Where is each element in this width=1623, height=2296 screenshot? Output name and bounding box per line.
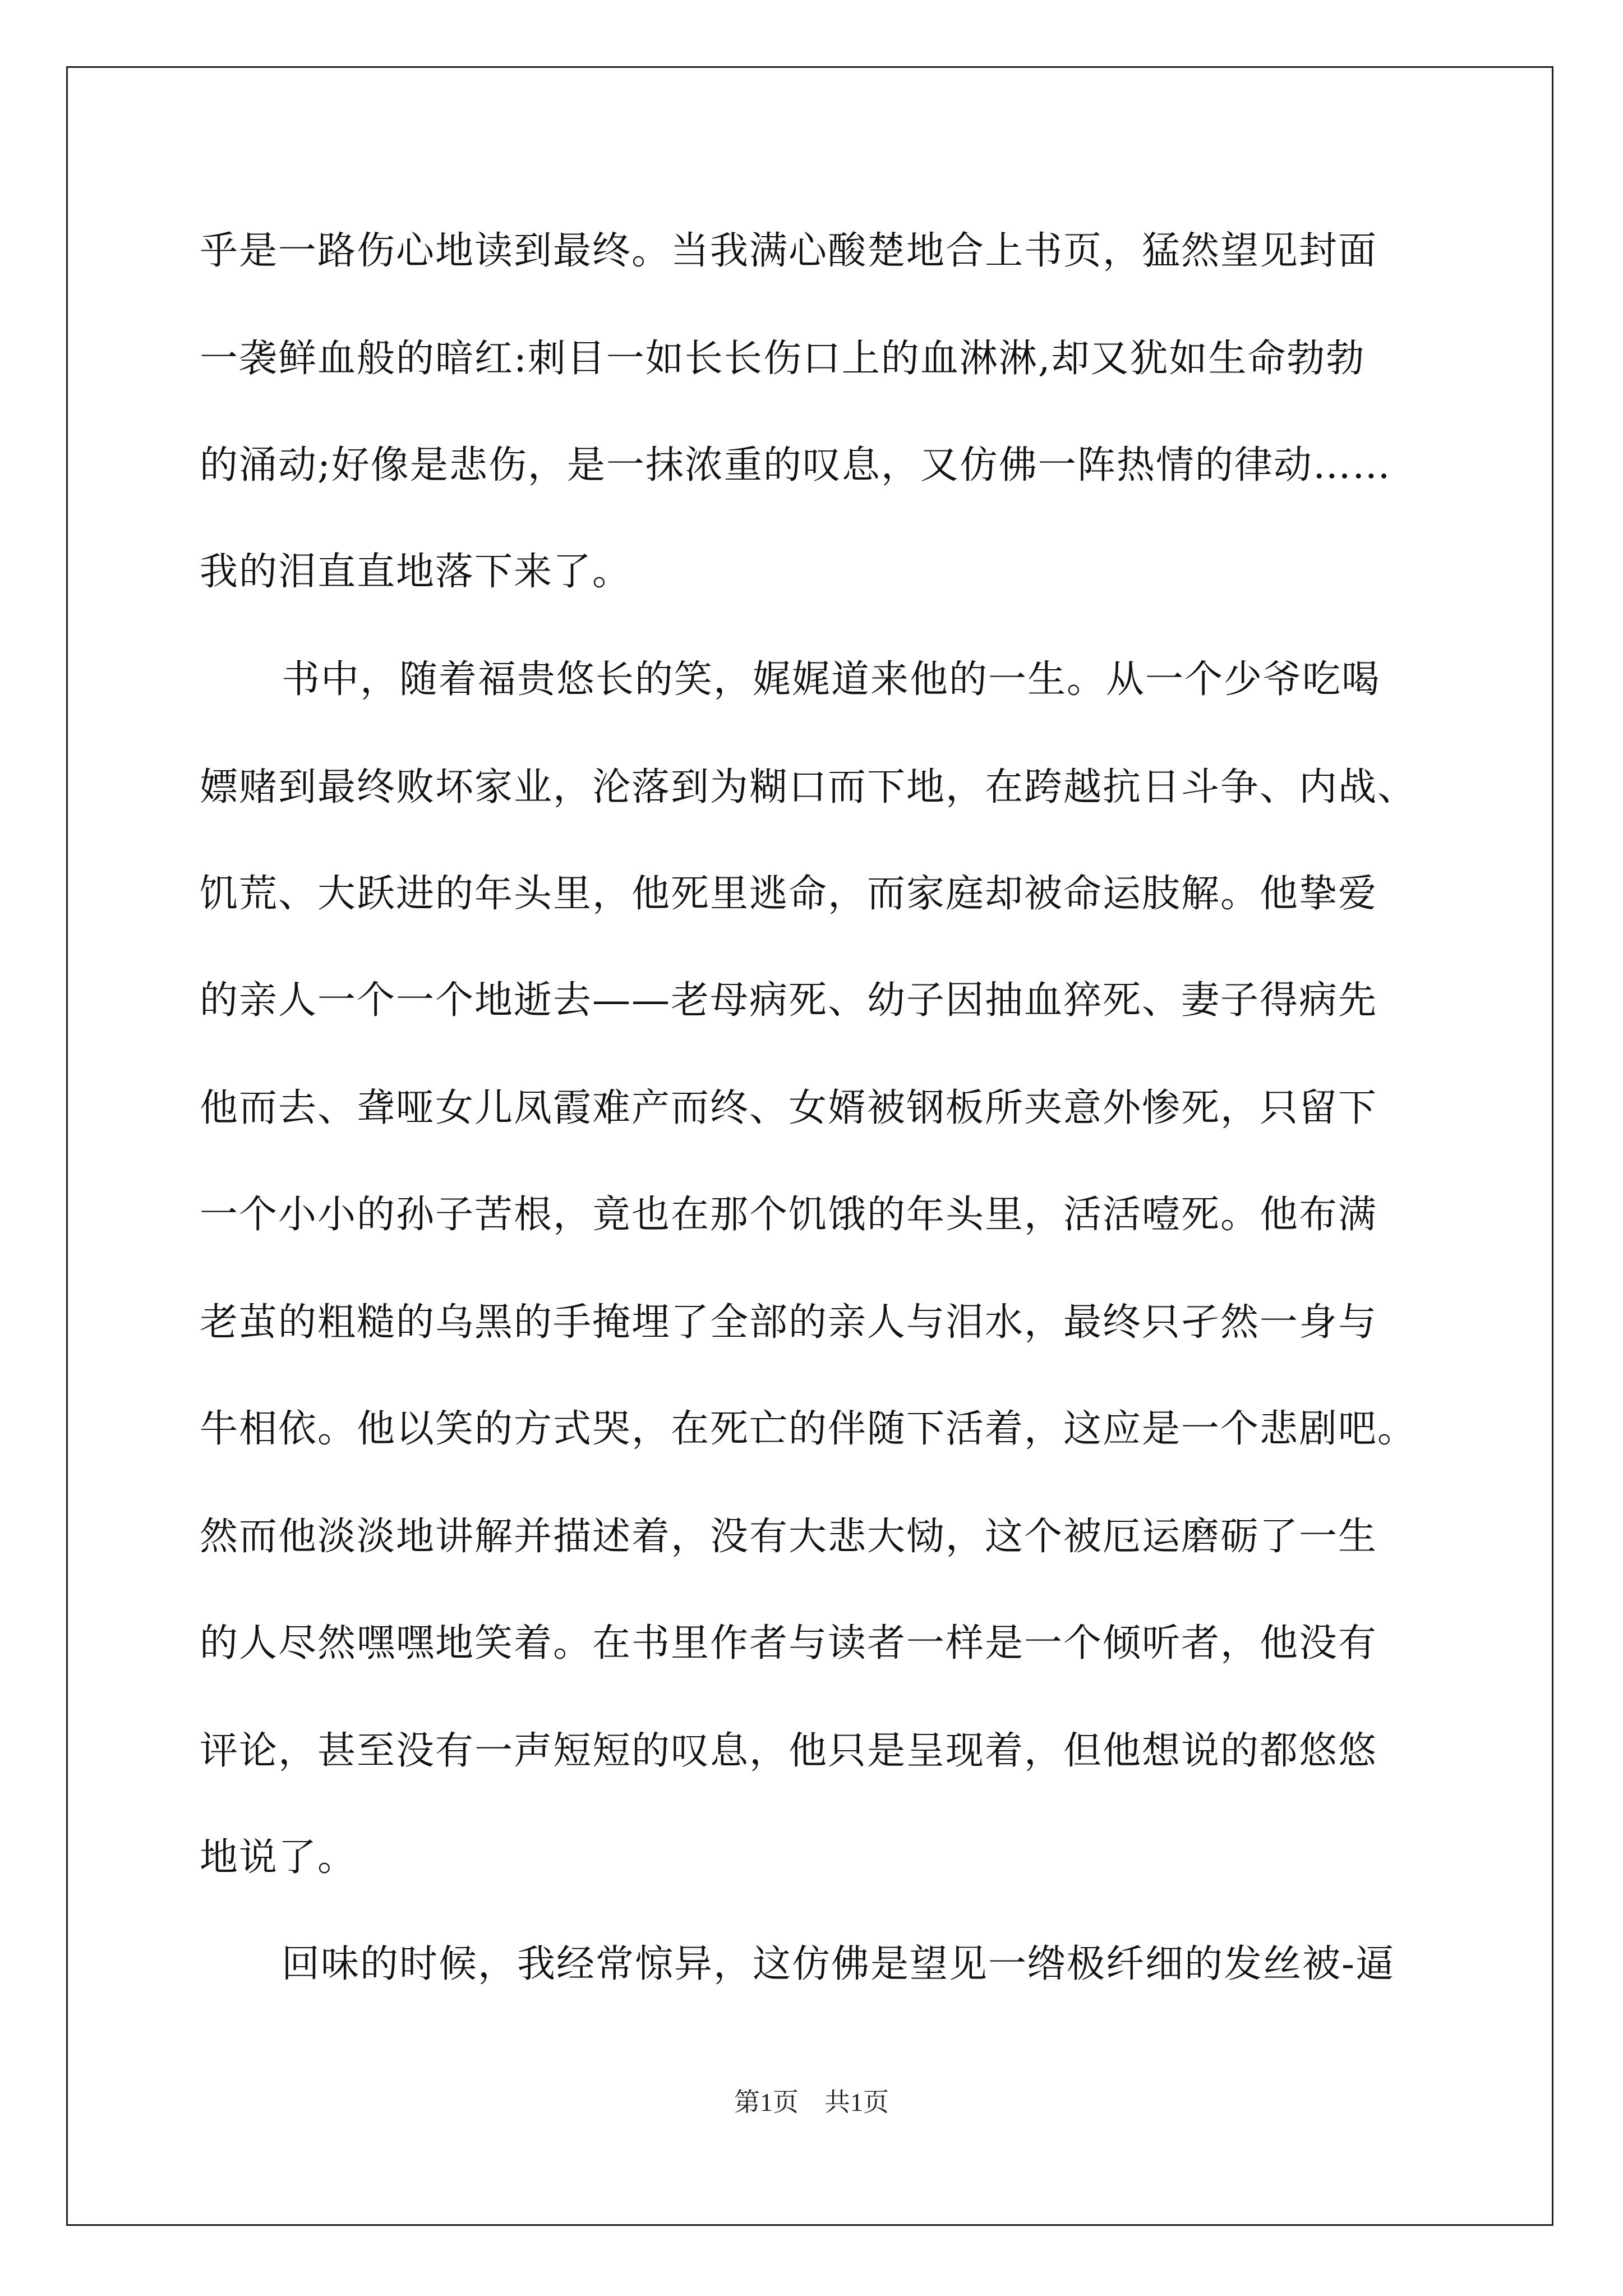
text-line-16: 地说了。 xyxy=(200,1835,357,1880)
text-line-17: 回味的时候，我经常惊异，这仿佛是望见一绺极纤细的发丝被-逼 xyxy=(282,1942,1395,1986)
text-line-5: 书中，随着福贵悠长的笑，娓娓道来他的一生。从一个少爷吃喝 xyxy=(282,657,1381,702)
text-line-11: 老茧的粗糙的乌黑的手掩埋了全部的亲人与泪水，最终只孑然一身与 xyxy=(200,1300,1378,1345)
text-line-14: 的人尽然嘿嘿地笑着。在书里作者与读者一样是一个倾听者，他没有 xyxy=(200,1621,1378,1665)
text-line-6: 嫖赌到最终败坏家业，沦落到为糊口而下地，在跨越抗日斗争、内战、 xyxy=(200,765,1417,809)
text-line-13: 然而他淡淡地讲解并描述着，没有大悲大恸，这个被厄运磨砺了一生 xyxy=(200,1515,1378,1559)
page-border xyxy=(66,66,1553,2226)
text-line-8: 的亲人一个一个地逝去——老母病死、幼子因抽血猝死、妻子得病先 xyxy=(200,978,1378,1023)
text-line-12: 牛相依。他以笑的方式哭，在死亡的伴随下活着，这应是一个悲剧吧。 xyxy=(200,1407,1417,1451)
text-line-1: 乎是一路伤心地读到最终。当我满心酸楚地合上书页，猛然望见封面 xyxy=(200,229,1378,273)
text-line-4: 我的泪直直地落下来了。 xyxy=(200,550,632,594)
page-footer: 第1页 共1页 xyxy=(734,2088,889,2116)
text-line-15: 评论，甚至没有一声短短的叹息，他只是呈现着，但他想说的都悠悠 xyxy=(200,1729,1378,1773)
text-line-10: 一个小小的孙子苦根，竟也在那个饥饿的年头里，活活噎死。他布满 xyxy=(200,1193,1378,1237)
text-line-9: 他而去、聋哑女儿凤霞难产而终、女婿被钢板所夹意外惨死，只留下 xyxy=(200,1086,1378,1130)
text-line-2: 一袭鲜血般的暗红:刺目一如长长伤口上的血淋淋,却又犹如生命勃勃 xyxy=(200,337,1366,381)
text-line-7: 饥荒、大跃进的年头里，他死里逃命，而家庭却被命运肢解。他挚爱 xyxy=(200,872,1378,916)
text-line-3: 的涌动;好像是悲伤，是一抹浓重的叹息，又仿佛一阵热情的律动…… xyxy=(200,443,1391,487)
